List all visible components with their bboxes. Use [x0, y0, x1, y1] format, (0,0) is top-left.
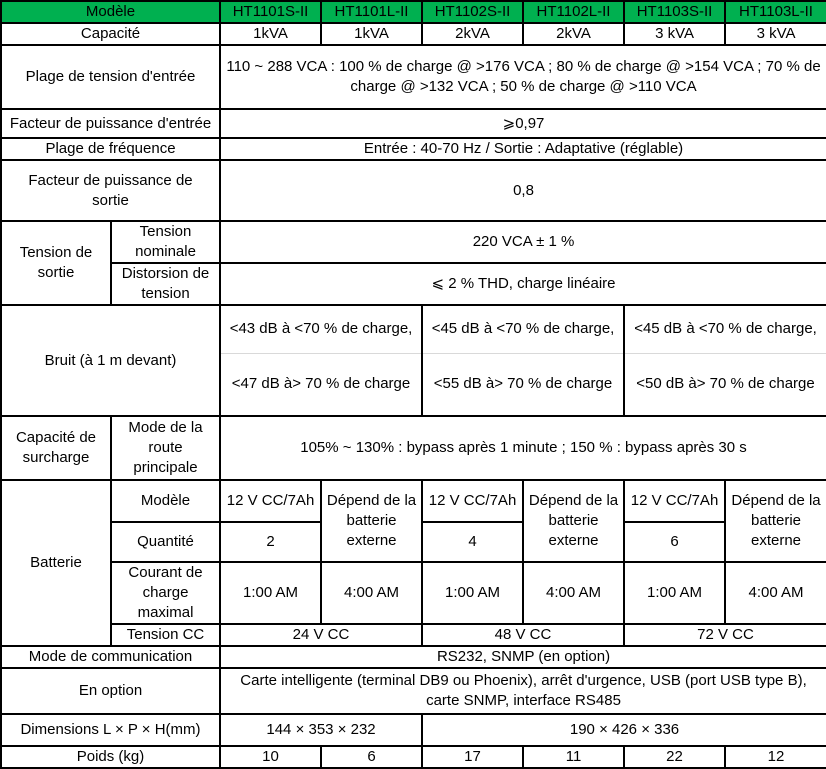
- battery-quantity-value: 6: [624, 522, 725, 562]
- weight-value: 10: [220, 746, 321, 768]
- battery-model-external: Dépend de la batterie externe: [725, 480, 826, 562]
- nominal-voltage-value: 220 VCA ± 1 %: [220, 221, 826, 263]
- weight-label: Poids (kg): [1, 746, 220, 768]
- battery-quantity-value: 2: [220, 522, 321, 562]
- noise-high-value: <50 dB à> 70 % de charge: [624, 353, 826, 416]
- capacity-value: 2kVA: [523, 23, 624, 45]
- weight-value: 6: [321, 746, 422, 768]
- charge-current-value: 1:00 AM: [220, 562, 321, 624]
- weight-row: [1, 746, 826, 768]
- battery-quantity-value: 4: [422, 522, 523, 562]
- communication-label: Mode de communication: [1, 646, 220, 668]
- overload-label: Capacité de surcharge: [1, 416, 111, 480]
- capacity-value: 3 kVA: [624, 23, 725, 45]
- communication-row: [1, 646, 826, 668]
- input-voltage-row: [1, 45, 826, 109]
- distortion-label: Distorsion de tension: [111, 263, 220, 305]
- model-header-cell: HT1103S-II: [624, 1, 725, 23]
- capacity-value: 1kVA: [321, 23, 422, 45]
- frequency-range-label: Plage de fréquence: [1, 138, 220, 160]
- charge-current-value: 4:00 AM: [523, 562, 624, 624]
- frequency-range-row: [1, 138, 826, 160]
- weight-value: 22: [624, 746, 725, 768]
- noise-label: Bruit (à 1 m devant): [1, 305, 220, 416]
- noise-low-value: <45 dB à <70 % de charge,: [422, 305, 624, 353]
- battery-model-external: Dépend de la batterie externe: [523, 480, 624, 562]
- frequency-range-value: Entrée : 40-70 Hz / Sortie : Adaptative (réglable): [220, 138, 826, 160]
- capacity-row: [1, 23, 826, 45]
- battery-quantity-label: Quantité: [111, 522, 220, 562]
- input-power-factor-label: Facteur de puissance d'entrée: [1, 109, 220, 138]
- weight-value: 12: [725, 746, 826, 768]
- model-header-cell: HT1102S-II: [422, 1, 523, 23]
- noise-row-low: [1, 305, 826, 353]
- overload-row: [1, 416, 826, 480]
- output-voltage-nominal-row: [1, 221, 826, 263]
- nominal-voltage-label: Tension nominale: [111, 221, 220, 263]
- communication-value: RS232, SNMP (en option): [220, 646, 826, 668]
- capacity-label: Capacité: [1, 23, 220, 45]
- battery-model-value: 12 V CC/7Ah: [220, 480, 321, 522]
- weight-value: 17: [422, 746, 523, 768]
- options-value: Carte intelligente (terminal DB9 ou Phoenix), arrêt d'urgence, USB (port USB type B), carte SNMP, interface RS485: [220, 668, 826, 714]
- dc-voltage-value: 48 V CC: [422, 624, 624, 646]
- input-voltage-label: Plage de tension d'entrée: [1, 45, 220, 109]
- noise-low-value: <43 dB à <70 % de charge,: [220, 305, 422, 353]
- battery-model-row: [1, 480, 826, 522]
- capacity-value: 2kVA: [422, 23, 523, 45]
- model-header-cell: HT1103L-II: [725, 1, 826, 23]
- dimensions-value: 190 × 426 × 336: [422, 714, 826, 746]
- input-power-factor-row: [1, 109, 826, 138]
- model-header-cell: HT1102L-II: [523, 1, 624, 23]
- model-header-cell: HT1101L-II: [321, 1, 422, 23]
- noise-low-value: <45 dB à <70 % de charge,: [624, 305, 826, 353]
- dc-voltage-value: 72 V CC: [624, 624, 826, 646]
- overload-sublabel: Mode de la route principale: [111, 416, 220, 480]
- dimensions-value: 144 × 353 × 232: [220, 714, 422, 746]
- battery-label: Batterie: [1, 480, 111, 646]
- weight-value: 11: [523, 746, 624, 768]
- noise-high-value: <55 dB à> 70 % de charge: [422, 353, 624, 416]
- charge-current-value: 4:00 AM: [725, 562, 826, 624]
- output-power-factor-row: [1, 160, 826, 221]
- overload-value: 105% ~ 130% : bypass après 1 minute ; 150 % : bypass après 30 s: [220, 416, 826, 480]
- charge-current-label: Courant de charge maximal: [111, 562, 220, 624]
- dc-voltage-value: 24 V CC: [220, 624, 422, 646]
- dc-voltage-label: Tension CC: [111, 624, 220, 646]
- output-voltage-distortion-row: [1, 263, 826, 305]
- battery-model-external: Dépend de la batterie externe: [321, 480, 422, 562]
- battery-model-value: 12 V CC/7Ah: [624, 480, 725, 522]
- charge-current-value: 1:00 AM: [624, 562, 725, 624]
- charge-current-value: 1:00 AM: [422, 562, 523, 624]
- battery-charge-current-row: [1, 562, 826, 624]
- charge-current-value: 4:00 AM: [321, 562, 422, 624]
- model-header-label: Modèle: [1, 1, 220, 23]
- battery-model-label: Modèle: [111, 480, 220, 522]
- input-power-factor-value: ⩾0,97: [220, 109, 826, 138]
- capacity-value: 3 kVA: [725, 23, 826, 45]
- input-voltage-value: 110 ~ 288 VCA : 100 % de charge @ >176 VCA ; 80 % de charge @ >154 VCA ; 70 % de charge @ >132 VCA ; 50 % de charge @ >110 VCA: [220, 45, 826, 109]
- options-label: En option: [1, 668, 220, 714]
- output-power-factor-label: Facteur de puissance de sortie: [1, 160, 220, 221]
- battery-dc-voltage-row: [1, 624, 826, 646]
- output-voltage-label: Tension de sortie: [1, 221, 111, 305]
- output-power-factor-value: 0,8: [220, 160, 826, 221]
- options-row: [1, 668, 826, 714]
- distortion-value: ⩽ 2 % THD, charge linéaire: [220, 263, 826, 305]
- dimensions-row: [1, 714, 826, 746]
- noise-high-value: <47 dB à> 70 % de charge: [220, 353, 422, 416]
- battery-model-value: 12 V CC/7Ah: [422, 480, 523, 522]
- header-row: [1, 1, 826, 23]
- capacity-value: 1kVA: [220, 23, 321, 45]
- dimensions-label: Dimensions L × P × H(mm): [1, 714, 220, 746]
- model-header-cell: HT1101S-II: [220, 1, 321, 23]
